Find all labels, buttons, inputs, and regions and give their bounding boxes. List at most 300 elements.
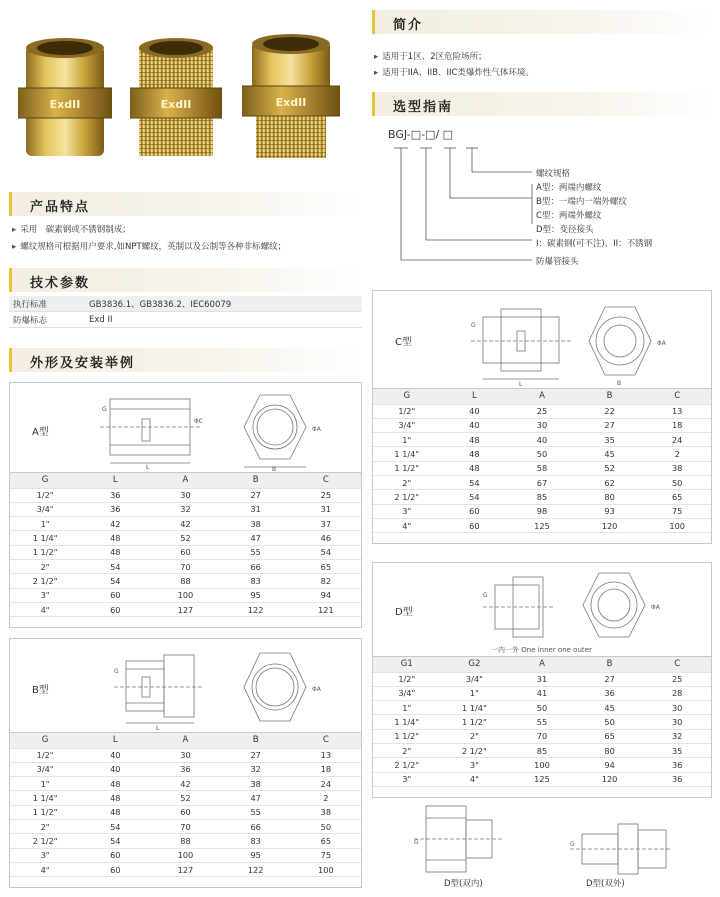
table-cell: 54 (441, 490, 509, 504)
table-cell: 54 (80, 834, 150, 848)
table-cell: 2 1/2" (10, 834, 80, 848)
selection-line: 防爆管接头 (536, 257, 579, 267)
table-c (372, 290, 712, 544)
table-cell: 60 (150, 805, 220, 819)
table-cell: 60 (441, 504, 509, 518)
intro-item: ▸ 适用于IIA、IIB、IIC类爆炸性气体环境。 (374, 66, 534, 78)
column-header: L (441, 389, 509, 404)
table-row (10, 791, 361, 805)
table-row (10, 588, 361, 602)
table-cell: 100 (150, 588, 220, 602)
table-cell: 65 (576, 729, 644, 743)
table-cell: 32 (643, 729, 711, 743)
table-cell: 4" (10, 602, 80, 616)
table-row (10, 531, 361, 545)
column-header: B (221, 473, 291, 488)
table-cell: 22 (576, 404, 644, 418)
table-cell: 2" (441, 729, 509, 743)
table-row (373, 504, 711, 518)
table-row (10, 834, 361, 848)
table-cell: 2" (10, 559, 80, 573)
table-row (373, 686, 711, 700)
drawing-b-svg (90, 643, 350, 731)
type-label: A型 (32, 427, 49, 438)
type-label: C型 (395, 337, 412, 348)
type-label: D型 (395, 607, 413, 618)
table-cell: 48 (441, 447, 509, 461)
svg-text:ΦA: ΦA (312, 686, 321, 693)
intro-item: ▸ 适用于1区、2区危险场所； (374, 50, 487, 62)
svg-text:L: L (146, 464, 150, 471)
table-cell: 66 (221, 819, 291, 833)
table-cell: 45 (576, 701, 644, 715)
param-key: 防爆标志 (13, 315, 48, 326)
table-cell: 47 (221, 791, 291, 805)
selection-code: BGJ-□-□/ □ (388, 128, 454, 141)
table-cell: 46 (291, 531, 361, 545)
table-cell: 127 (150, 602, 220, 616)
table-cell: 55 (221, 545, 291, 559)
table-cell: 65 (643, 490, 711, 504)
table-cell: 52 (576, 461, 644, 475)
section-intro (372, 10, 712, 34)
table-cell: 1 1/2" (10, 805, 80, 819)
table-cell: 60 (80, 588, 150, 602)
table-cell: 38 (221, 777, 291, 791)
table-row (10, 502, 361, 516)
drawing-d (373, 563, 711, 657)
table-cell: 36 (80, 502, 150, 516)
table-cell: 83 (221, 574, 291, 588)
table-cell: 82 (291, 574, 361, 588)
table-cell: 31 (508, 672, 576, 686)
param-value: GB3836.1、GB3836.2、IEC60079 (89, 299, 232, 310)
column-header: L (80, 733, 150, 748)
table-cell: 85 (508, 490, 576, 504)
table-row (10, 777, 361, 791)
table-cell: 4" (10, 862, 80, 876)
table-cell: 24 (643, 433, 711, 447)
coupling-b-photo (130, 38, 222, 156)
table-cell: 47 (221, 531, 291, 545)
table-row (10, 517, 361, 531)
table-row (10, 805, 361, 819)
table-cell: 27 (576, 418, 644, 432)
table-cell: 65 (291, 559, 361, 573)
table-cell: 94 (576, 758, 644, 772)
column-header: B (576, 657, 644, 672)
column-header: C (643, 657, 711, 672)
table-cell: 98 (508, 504, 576, 518)
table-cell: 83 (221, 834, 291, 848)
table-cell: 30 (643, 701, 711, 715)
data-table-b (10, 733, 361, 877)
table-cell: 54 (80, 559, 150, 573)
table-cell: 13 (643, 404, 711, 418)
table-cell: 100 (291, 862, 361, 876)
selection-line: B型：一端内一端外螺纹 (536, 197, 627, 207)
table-cell: 25 (508, 404, 576, 418)
table-a (9, 382, 362, 628)
svg-text:G: G (114, 668, 119, 675)
table-cell: 60 (80, 862, 150, 876)
table-cell: 2" (10, 819, 80, 833)
svg-text:L: L (519, 381, 523, 387)
table-cell: 88 (150, 834, 220, 848)
drawing-d-svg (473, 567, 703, 643)
table-cell: 60 (80, 848, 150, 862)
param-value: Exd II (89, 314, 113, 325)
table-cell: 48 (80, 777, 150, 791)
drawing-caption: 一内一外 One inner one outer (491, 646, 592, 654)
table-cell: 1" (10, 517, 80, 531)
table-cell: 48 (80, 805, 150, 819)
drawing-a (10, 383, 361, 473)
table-cell: 50 (291, 819, 361, 833)
svg-text:ExdII: ExdII (275, 96, 307, 109)
selection-line: I：碳素钢(可不注)、II：不锈钢 (536, 239, 653, 249)
table-row (10, 819, 361, 833)
column-header: A (508, 389, 576, 404)
table-cell: 1 1/4" (441, 701, 509, 715)
table-cell: 3/4" (373, 418, 441, 432)
table-cell: 100 (508, 758, 576, 772)
table-cell: 37 (291, 517, 361, 531)
table-cell: 48 (441, 461, 509, 475)
table-row (10, 545, 361, 559)
table-cell: 36 (150, 762, 220, 776)
table-cell: 54 (441, 475, 509, 489)
table-cell: 30 (150, 488, 220, 502)
table-cell: 120 (576, 772, 644, 786)
svg-text:G: G (483, 592, 488, 599)
table-cell: 55 (508, 715, 576, 729)
table-cell: 42 (150, 777, 220, 791)
table-cell: 50 (508, 447, 576, 461)
table-cell: 94 (291, 588, 361, 602)
d-variant-label: D型(双外) (586, 879, 625, 889)
table-cell: 58 (508, 461, 576, 475)
table-cell: 1 1/4" (373, 715, 441, 729)
coupling-c-photo (242, 34, 340, 158)
data-table-c (373, 389, 711, 533)
table-cell: 36 (643, 758, 711, 772)
table-cell: 54 (80, 574, 150, 588)
table-cell: 35 (643, 743, 711, 757)
table-row (373, 672, 711, 686)
table-cell: 50 (643, 475, 711, 489)
table-b (9, 638, 362, 888)
table-cell: 65 (291, 834, 361, 848)
table-cell: 1 1/2" (10, 545, 80, 559)
table-cell: 1/2" (373, 404, 441, 418)
selection-line: C型：两端外螺纹 (536, 211, 602, 221)
table-cell: 85 (508, 743, 576, 757)
table-cell: 50 (508, 701, 576, 715)
section-title: 选型指南 (393, 100, 454, 115)
table-row (10, 602, 361, 616)
svg-text:ExdII: ExdII (160, 98, 192, 111)
table-cell: 80 (576, 743, 644, 757)
table-d (372, 562, 712, 798)
table-cell: 1 1/2" (373, 729, 441, 743)
table-cell: 100 (150, 848, 220, 862)
table-cell: 48 (80, 545, 150, 559)
table-cell: 70 (508, 729, 576, 743)
column-header: G (10, 473, 80, 488)
table-cell: 60 (150, 545, 220, 559)
table-cell: 1" (373, 701, 441, 715)
column-header: G1 (373, 657, 441, 672)
svg-text:B: B (617, 380, 622, 387)
table-cell: 13 (291, 748, 361, 762)
table-row (373, 418, 711, 432)
table-cell: 1" (441, 686, 509, 700)
table-row (10, 559, 361, 573)
table-cell: 3/4" (373, 686, 441, 700)
table-cell: 60 (441, 518, 509, 532)
table-row (373, 701, 711, 715)
section-title: 技术参数 (30, 276, 91, 291)
table-cell: 55 (221, 805, 291, 819)
type-label: B型 (32, 685, 49, 696)
table-cell: 1/2" (373, 672, 441, 686)
table-cell: 24 (291, 777, 361, 791)
table-cell: 31 (221, 502, 291, 516)
d-double-inner-drawing (406, 800, 506, 880)
table-cell: 1/2" (10, 488, 80, 502)
coupling-a-photo (18, 38, 112, 156)
table-cell: 48 (80, 791, 150, 805)
table-row (10, 574, 361, 588)
params-table (9, 296, 362, 328)
table-cell: 32 (150, 502, 220, 516)
table-cell: 70 (150, 819, 220, 833)
column-header: B (576, 389, 644, 404)
table-cell: 125 (508, 518, 576, 532)
svg-text:ΦA: ΦA (312, 426, 321, 433)
svg-text:G: G (102, 406, 107, 413)
table-cell: 1" (10, 777, 80, 791)
table-cell: 54 (80, 819, 150, 833)
d-variant-label: D型(双内) (444, 879, 483, 889)
d-double-outer-drawing (566, 818, 676, 878)
column-header: G2 (441, 657, 509, 672)
table-cell: 25 (643, 672, 711, 686)
table-cell: 60 (80, 602, 150, 616)
table-row (373, 461, 711, 475)
table-cell: 28 (643, 686, 711, 700)
table-cell: 48 (80, 531, 150, 545)
table-cell: 40 (80, 762, 150, 776)
table-cell: 1 1/4" (10, 791, 80, 805)
svg-text:G: G (570, 841, 575, 848)
table-cell: 18 (643, 418, 711, 432)
table-cell: 93 (576, 504, 644, 518)
table-cell: 1 1/4" (373, 447, 441, 461)
table-cell: 42 (150, 517, 220, 531)
table-cell: 95 (221, 588, 291, 602)
table-row (373, 729, 711, 743)
table-row (373, 518, 711, 532)
table-cell: 127 (150, 862, 220, 876)
table-cell: 88 (150, 574, 220, 588)
params-row (9, 296, 362, 312)
table-cell: 40 (508, 433, 576, 447)
table-cell: 1 1/2" (373, 461, 441, 475)
section-install (9, 348, 362, 372)
column-header: G (373, 389, 441, 404)
table-cell: 2 1/2" (10, 574, 80, 588)
table-cell: 32 (221, 762, 291, 776)
table-cell: 52 (150, 791, 220, 805)
table-cell: 62 (576, 475, 644, 489)
column-header: B (221, 733, 291, 748)
product-photo (14, 28, 354, 168)
selection-line: D型：变径接头 (536, 225, 594, 235)
table-row (373, 743, 711, 757)
table-cell: 36 (643, 772, 711, 786)
table-row (10, 848, 361, 862)
table-cell: 2 1/2" (441, 743, 509, 757)
table-row (373, 715, 711, 729)
table-cell: 3" (10, 588, 80, 602)
table-cell: 40 (441, 418, 509, 432)
section-selection (372, 92, 712, 116)
svg-text:ΦA: ΦA (657, 340, 666, 347)
svg-text:L: L (156, 725, 160, 731)
column-header: G (10, 733, 80, 748)
table-cell: 121 (291, 602, 361, 616)
svg-text:G: G (414, 839, 419, 846)
table-row (373, 433, 711, 447)
drawing-b (10, 639, 361, 733)
svg-text:B: B (272, 466, 277, 471)
section-features (9, 192, 362, 216)
table-cell: 75 (643, 504, 711, 518)
svg-text:G: G (471, 322, 476, 329)
table-row (10, 748, 361, 762)
table-cell: 30 (643, 715, 711, 729)
table-cell: 31 (291, 502, 361, 516)
table-row (373, 772, 711, 786)
svg-text:ΦC: ΦC (194, 418, 203, 425)
table-cell: 40 (80, 748, 150, 762)
table-row (373, 758, 711, 772)
table-cell: 125 (508, 772, 576, 786)
table-cell: 2 (291, 791, 361, 805)
table-cell: 3" (373, 504, 441, 518)
selection-line: 螺纹规格 (536, 169, 571, 179)
table-cell: 50 (576, 715, 644, 729)
table-cell: 95 (221, 848, 291, 862)
table-cell: 30 (150, 748, 220, 762)
column-header: C (291, 733, 361, 748)
column-header: A (150, 733, 220, 748)
table-cell: 122 (221, 602, 291, 616)
table-cell: 100 (643, 518, 711, 532)
table-row (373, 475, 711, 489)
table-cell: 4" (441, 772, 509, 786)
table-cell: 54 (291, 545, 361, 559)
table-cell: 38 (221, 517, 291, 531)
table-cell: 3" (10, 848, 80, 862)
feature-item: ▸ 采用 碳素钢或不锈钢制成； (12, 223, 131, 235)
table-cell: 2 1/2" (373, 758, 441, 772)
data-table-d (373, 657, 711, 787)
table-cell: 3" (441, 758, 509, 772)
column-header: A (150, 473, 220, 488)
table-cell: 25 (291, 488, 361, 502)
table-cell: 1/2" (10, 748, 80, 762)
table-row (10, 862, 361, 876)
section-params (9, 268, 362, 292)
table-cell: 67 (508, 475, 576, 489)
table-cell: 122 (221, 862, 291, 876)
table-row (373, 490, 711, 504)
data-table-a (10, 473, 361, 617)
table-cell: 27 (576, 672, 644, 686)
table-row (10, 488, 361, 502)
table-cell: 38 (291, 805, 361, 819)
selection-line: A型：两端内螺纹 (536, 183, 602, 193)
table-cell: 45 (576, 447, 644, 461)
table-cell: 2" (373, 743, 441, 757)
table-cell: 27 (221, 488, 291, 502)
table-cell: 1" (373, 433, 441, 447)
table-cell: 42 (80, 517, 150, 531)
table-cell: 80 (576, 490, 644, 504)
table-cell: 3/4" (10, 762, 80, 776)
section-title: 产品特点 (30, 200, 91, 215)
table-cell: 1 1/4" (10, 531, 80, 545)
table-cell: 2 (643, 447, 711, 461)
table-cell: 75 (291, 848, 361, 862)
table-cell: 36 (576, 686, 644, 700)
feature-item: ▸ 螺纹规格可根据用户要求,如NPT螺纹，英制以及公制等各种非标螺纹； (12, 240, 286, 252)
table-cell: 120 (576, 518, 644, 532)
table-cell: 52 (150, 531, 220, 545)
table-row (373, 404, 711, 418)
section-title: 外形及安装举例 (30, 356, 136, 371)
table-cell: 40 (441, 404, 509, 418)
params-row (9, 312, 362, 328)
table-cell: 48 (441, 433, 509, 447)
column-header: L (80, 473, 150, 488)
table-row (10, 762, 361, 776)
column-header: A (508, 657, 576, 672)
table-cell: 70 (150, 559, 220, 573)
drawing-c (373, 291, 711, 389)
table-cell: 4" (373, 518, 441, 532)
drawing-a-svg (90, 387, 350, 471)
table-cell: 3" (373, 772, 441, 786)
table-cell: 66 (221, 559, 291, 573)
drawing-c-svg (463, 295, 703, 387)
svg-text:ΦA: ΦA (651, 604, 660, 611)
column-header: C (291, 473, 361, 488)
table-cell: 30 (508, 418, 576, 432)
table-cell: 2 1/2" (373, 490, 441, 504)
table-cell: 3/4" (441, 672, 509, 686)
table-cell: 35 (576, 433, 644, 447)
param-key: 执行标准 (13, 299, 48, 310)
table-row (373, 447, 711, 461)
table-cell: 27 (221, 748, 291, 762)
section-title: 简介 (393, 18, 424, 33)
table-cell: 18 (291, 762, 361, 776)
table-cell: 2" (373, 475, 441, 489)
